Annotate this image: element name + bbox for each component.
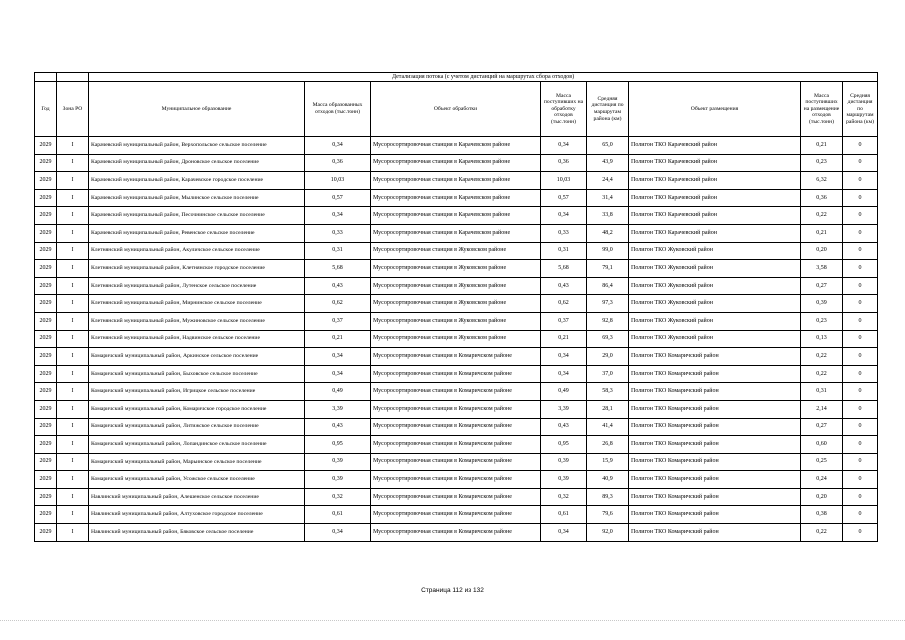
cell-mass-to-placement: 0,22 [801,207,843,225]
table-row [35,453,878,471]
cell-treatment-object: Мусоросортировочная станция в Карачевском районе [371,189,541,207]
cell-mass-to-treatment: 0,34 [541,207,587,225]
header-year: Год [35,82,57,137]
cell-treatment-object: Мусоросортировочная станция в Комаричском районе [371,488,541,506]
cell-treatment-object: Мусоросортировочная станция в Комаричском районе [371,348,541,366]
cell-municipality: Комаричский муниципальный район, Литижское сельское поселение [89,418,305,436]
cell-treatment-object: Мусоросортировочная станция в Жуковском районе [371,260,541,278]
cell-zone: I [57,277,89,295]
cell-treatment-object: Мусоросортировочная станция в Жуковском районе [371,312,541,330]
cell-avg-distance-placement: 0 [843,224,878,242]
cell-placement-object: Полигон ТКО Карачевский район [629,189,801,207]
cell-mass-generated: 0,34 [305,137,371,155]
cell-mass-to-treatment: 10,03 [541,172,587,190]
page-number: Страница 112 из 132 [421,587,484,594]
cell-zone: I [57,383,89,401]
cell-avg-distance-treatment: 89,3 [587,488,629,506]
cell-treatment-object: Мусоросортировочная станция в Комаричском районе [371,400,541,418]
cell-mass-generated: 0,49 [305,383,371,401]
header-avg-distance-placement: Средняя дистанция по маршрутам района (км) [843,82,878,137]
cell-placement-object: Полигон ТКО Карачевский район [629,154,801,172]
cell-zone: I [57,242,89,260]
cell-mass-generated: 0,31 [305,242,371,260]
cell-avg-distance-placement: 0 [843,189,878,207]
cell-mass-to-treatment: 0,57 [541,189,587,207]
cell-treatment-object: Мусоросортировочная станция в Жуковском районе [371,242,541,260]
cell-placement-object: Полигон ТКО Карачевский район [629,172,801,190]
cell-placement-object: Полигон ТКО Жуковский район [629,312,801,330]
cell-year: 2029 [35,224,57,242]
cell-mass-to-placement: 0,39 [801,295,843,313]
cell-mass-generated: 0,43 [305,277,371,295]
cell-mass-generated: 0,39 [305,453,371,471]
cell-mass-to-treatment: 0,62 [541,295,587,313]
cell-municipality: Карачевский муниципальный район, Верхопольское сельское поселение [89,137,305,155]
cell-placement-object: Полигон ТКО Комаричский район [629,400,801,418]
cell-mass-generated: 5,68 [305,260,371,278]
cell-placement-object: Полигон ТКО Карачевский район [629,207,801,225]
cell-treatment-object: Мусоросортировочная станция в Карачевском районе [371,137,541,155]
table-row [35,365,878,383]
cell-year: 2029 [35,137,57,155]
cell-avg-distance-treatment: 26,8 [587,436,629,454]
cell-municipality: Карачевский муниципальный район, Ревенское сельское поселение [89,224,305,242]
cell-zone: I [57,453,89,471]
cell-municipality: Навлинский муниципальный район, Бяковское сельское поселение [89,524,305,542]
cell-municipality: Комаричский муниципальный район, Лопандинское сельское поселение [89,436,305,454]
cell-zone: I [57,295,89,313]
cell-avg-distance-placement: 0 [843,137,878,155]
table-row [35,260,878,278]
cell-mass-to-treatment: 0,39 [541,453,587,471]
cell-mass-generated: 0,21 [305,330,371,348]
cell-mass-to-placement: 0,22 [801,348,843,366]
header-placement-object: Объект размещения [629,82,801,137]
cell-zone: I [57,312,89,330]
cell-zone: I [57,471,89,489]
cell-municipality: Комаричский муниципальный район, Игрицкое сельское поселение [89,383,305,401]
cell-avg-distance-treatment: 65,0 [587,137,629,155]
cell-avg-distance-placement: 0 [843,453,878,471]
cell-year: 2029 [35,383,57,401]
table-row [35,418,878,436]
cell-mass-to-treatment: 0,43 [541,418,587,436]
cell-placement-object: Полигон ТКО Карачевский район [629,224,801,242]
cell-treatment-object: Мусоросортировочная станция в Карачевском районе [371,207,541,225]
cell-treatment-object: Мусоросортировочная станция в Комаричском районе [371,365,541,383]
cell-year: 2029 [35,488,57,506]
cell-mass-to-placement: 0,27 [801,418,843,436]
cell-year: 2029 [35,436,57,454]
cell-mass-to-placement: 0,13 [801,330,843,348]
cell-municipality: Карачевский муниципальный район, Дроновское сельское поселение [89,154,305,172]
cell-avg-distance-treatment: 29,0 [587,348,629,366]
header-municipality: Муниципальное образование [89,82,305,137]
cell-placement-object: Полигон ТКО Жуковский район [629,277,801,295]
table-caption: Детализация потока (с учетом дистанций на маршрутах сбора отходов) [89,73,878,82]
cell-mass-to-treatment: 0,34 [541,348,587,366]
cell-mass-to-treatment: 0,61 [541,506,587,524]
table-row [35,154,878,172]
cell-year: 2029 [35,506,57,524]
cell-mass-to-treatment: 5,68 [541,260,587,278]
table-row [35,189,878,207]
cell-placement-object: Полигон ТКО Комаричский район [629,524,801,542]
cell-mass-generated: 0,57 [305,189,371,207]
cell-treatment-object: Мусоросортировочная станция в Жуковском районе [371,330,541,348]
cell-mass-to-placement: 2,14 [801,400,843,418]
cell-avg-distance-placement: 0 [843,295,878,313]
cell-mass-to-placement: 0,22 [801,365,843,383]
cell-treatment-object: Мусоросортировочная станция в Комаричском районе [371,453,541,471]
cell-zone: I [57,172,89,190]
cell-placement-object: Полигон ТКО Комаричский район [629,506,801,524]
cell-mass-generated: 0,36 [305,154,371,172]
cell-avg-distance-placement: 0 [843,330,878,348]
cell-avg-distance-placement: 0 [843,312,878,330]
cell-avg-distance-treatment: 33,8 [587,207,629,225]
cell-zone: I [57,137,89,155]
cell-placement-object: Полигон ТКО Жуковский район [629,295,801,313]
cell-avg-distance-placement: 0 [843,242,878,260]
cell-zone: I [57,436,89,454]
cell-treatment-object: Мусоросортировочная станция в Комаричском районе [371,524,541,542]
cell-treatment-object: Мусоросортировочная станция в Жуковском районе [371,295,541,313]
cell-avg-distance-treatment: 99,0 [587,242,629,260]
table-row [35,348,878,366]
table-row [35,312,878,330]
cell-mass-to-placement: 0,20 [801,242,843,260]
cell-mass-to-placement: 0,60 [801,436,843,454]
cell-zone: I [57,506,89,524]
cell-mass-to-placement: 0,25 [801,453,843,471]
cell-zone: I [57,348,89,366]
cell-mass-to-placement: 6,32 [801,172,843,190]
cell-mass-to-placement: 0,23 [801,312,843,330]
cell-mass-generated: 0,61 [305,506,371,524]
cell-avg-distance-treatment: 41,4 [587,418,629,436]
cell-municipality: Карачевский муниципальный район, Песочнинское сельское поселение [89,207,305,225]
table-row [35,137,878,155]
cell-mass-to-treatment: 0,34 [541,365,587,383]
cell-mass-generated: 10,03 [305,172,371,190]
cell-mass-to-treatment: 0,43 [541,277,587,295]
cell-placement-object: Полигон ТКО Карачевский район [629,137,801,155]
cell-zone: I [57,189,89,207]
cell-mass-generated: 0,32 [305,488,371,506]
cell-avg-distance-treatment: 24,4 [587,172,629,190]
cell-avg-distance-treatment: 43,9 [587,154,629,172]
cell-avg-distance-placement: 0 [843,506,878,524]
cell-mass-generated: 0,62 [305,295,371,313]
cell-municipality: Клетнянский муниципальный район, Мирнинское сельское поселение [89,295,305,313]
cell-avg-distance-treatment: 86,4 [587,277,629,295]
table-row [35,400,878,418]
cell-mass-generated: 0,43 [305,418,371,436]
header-treatment-object: Объект обработки [371,82,541,137]
cell-municipality: Комаричский муниципальный район, Аркинское сельское поселение [89,348,305,366]
cell-year: 2029 [35,189,57,207]
cell-avg-distance-placement: 0 [843,524,878,542]
cell-treatment-object: Мусоросортировочная станция в Жуковском районе [371,277,541,295]
cell-mass-generated: 3,39 [305,400,371,418]
cell-treatment-object: Мусоросортировочная станция в Комаричском районе [371,436,541,454]
cell-avg-distance-treatment: 37,0 [587,365,629,383]
cell-year: 2029 [35,172,57,190]
cell-municipality: Клетнянский муниципальный район, Надвинское сельское поселение [89,330,305,348]
table-row [35,330,878,348]
cell-municipality: Карачевский муниципальный район, Мылинское сельское поселение [89,189,305,207]
table-row [35,471,878,489]
cell-placement-object: Полигон ТКО Комаричский район [629,418,801,436]
cell-zone: I [57,224,89,242]
cell-avg-distance-placement: 0 [843,471,878,489]
cell-avg-distance-treatment: 48,2 [587,224,629,242]
cell-treatment-object: Мусоросортировочная станция в Карачевском районе [371,172,541,190]
cell-zone: I [57,488,89,506]
cell-mass-to-treatment: 0,32 [541,488,587,506]
cell-placement-object: Полигон ТКО Комаричский район [629,348,801,366]
cell-mass-to-placement: 3,58 [801,260,843,278]
cell-treatment-object: Мусоросортировочная станция в Карачевском районе [371,224,541,242]
header-mass-generated: Масса образованных отходов (тыс.тонн) [305,82,371,137]
cell-mass-to-treatment: 0,39 [541,471,587,489]
cell-mass-to-treatment: 0,49 [541,383,587,401]
cell-year: 2029 [35,312,57,330]
cell-year: 2029 [35,277,57,295]
cell-year: 2029 [35,471,57,489]
cell-year: 2029 [35,453,57,471]
cell-treatment-object: Мусоросортировочная станция в Комаричском районе [371,506,541,524]
cell-avg-distance-treatment: 28,1 [587,400,629,418]
cell-avg-distance-treatment: 97,3 [587,295,629,313]
cell-avg-distance-placement: 0 [843,488,878,506]
cell-avg-distance-placement: 0 [843,172,878,190]
cell-mass-to-treatment: 0,21 [541,330,587,348]
header-mass-to-treatment: Масса поступивших на обработку отходов (тыс.тонн) [541,82,587,137]
cell-avg-distance-treatment: 58,3 [587,383,629,401]
cell-zone: I [57,207,89,225]
cell-municipality: Комаричский муниципальный район, Марьинское сельское поселение [89,453,305,471]
table-row [35,506,878,524]
cell-avg-distance-treatment: 15,9 [587,453,629,471]
cell-municipality: Комаричский муниципальный район, Комаричское городское поселение [89,400,305,418]
scan-edge-line [0,620,905,622]
cell-year: 2029 [35,207,57,225]
cell-avg-distance-treatment: 31,4 [587,189,629,207]
cell-mass-to-treatment: 0,95 [541,436,587,454]
cell-zone: I [57,330,89,348]
table-row [35,295,878,313]
cell-placement-object: Полигон ТКО Комаричский район [629,436,801,454]
cell-treatment-object: Мусоросортировочная станция в Комаричском районе [371,471,541,489]
cell-avg-distance-treatment: 40,9 [587,471,629,489]
header-avg-distance-treatment: Средняя дистанция по маршрутам района (км) [587,82,629,137]
cell-municipality: Навлинский муниципальный район, Алешенское сельское поселение [89,488,305,506]
cell-mass-generated: 0,33 [305,224,371,242]
cell-mass-to-placement: 0,36 [801,189,843,207]
cell-zone: I [57,154,89,172]
cell-year: 2029 [35,524,57,542]
cell-avg-distance-placement: 0 [843,348,878,366]
cell-treatment-object: Мусоросортировочная станция в Карачевском районе [371,154,541,172]
cell-avg-distance-treatment: 79,1 [587,260,629,278]
table-row [35,172,878,190]
cell-placement-object: Полигон ТКО Комаричский район [629,383,801,401]
cell-placement-object: Полигон ТКО Комаричский район [629,471,801,489]
cell-municipality: Карачевский муниципальный район, Карачевское городское поселение [89,172,305,190]
cell-treatment-object: Мусоросортировочная станция в Комаричском районе [371,418,541,436]
cell-year: 2029 [35,242,57,260]
cell-zone: I [57,400,89,418]
header-zone: Зона РО [57,82,89,137]
cell-avg-distance-placement: 0 [843,418,878,436]
cell-mass-generated: 0,34 [305,348,371,366]
cell-mass-to-treatment: 0,36 [541,154,587,172]
table-caption-row [35,73,878,82]
cell-mass-to-placement: 0,23 [801,154,843,172]
cell-mass-to-treatment: 0,34 [541,524,587,542]
cell-municipality: Клетнянский муниципальный район, Акуличское сельское поселение [89,242,305,260]
cell-avg-distance-placement: 0 [843,260,878,278]
table-row [35,277,878,295]
cell-placement-object: Полигон ТКО Комаричский район [629,453,801,471]
cell-mass-generated: 0,34 [305,207,371,225]
cell-avg-distance-treatment: 92,0 [587,524,629,542]
cell-mass-to-placement: 0,22 [801,524,843,542]
cell-year: 2029 [35,400,57,418]
cell-municipality: Комаричский муниципальный район, Быховское сельское поселение [89,365,305,383]
cell-avg-distance-treatment: 69,3 [587,330,629,348]
cell-mass-generated: 0,34 [305,524,371,542]
cell-mass-to-placement: 0,38 [801,506,843,524]
cell-year: 2029 [35,260,57,278]
cell-mass-generated: 0,39 [305,471,371,489]
cell-placement-object: Полигон ТКО Комаричский район [629,488,801,506]
cell-zone: I [57,418,89,436]
cell-avg-distance-placement: 0 [843,207,878,225]
table-row [35,524,878,542]
header-mass-to-placement: Масса поступивших на размещение отходов (тыс.тонн) [801,82,843,137]
document-sheet [34,72,877,542]
table-row [35,207,878,225]
table-row [35,224,878,242]
table-row [35,383,878,401]
cell-year: 2029 [35,418,57,436]
cell-placement-object: Полигон ТКО Жуковский район [629,242,801,260]
cell-placement-object: Полигон ТКО Жуковский район [629,330,801,348]
table-row [35,436,878,454]
cell-year: 2029 [35,365,57,383]
cell-mass-to-treatment: 0,31 [541,242,587,260]
cell-mass-to-treatment: 0,34 [541,137,587,155]
cell-municipality: Клетнянский муниципальный район, Лутенское сельское поселение [89,277,305,295]
cell-year: 2029 [35,295,57,313]
table-row [35,488,878,506]
cell-avg-distance-placement: 0 [843,383,878,401]
cell-year: 2029 [35,154,57,172]
cell-avg-distance-placement: 0 [843,277,878,295]
cell-placement-object: Полигон ТКО Жуковский район [629,260,801,278]
cell-avg-distance-placement: 0 [843,154,878,172]
cell-mass-generated: 0,37 [305,312,371,330]
cell-avg-distance-treatment: 79,6 [587,506,629,524]
cell-avg-distance-treatment: 92,8 [587,312,629,330]
table-header-row [35,82,878,137]
cell-mass-to-treatment: 3,39 [541,400,587,418]
cell-treatment-object: Мусоросортировочная станция в Комаричском районе [371,383,541,401]
cell-zone: I [57,260,89,278]
cell-zone: I [57,524,89,542]
cell-mass-generated: 0,95 [305,436,371,454]
cell-avg-distance-placement: 0 [843,400,878,418]
table-row [35,242,878,260]
cell-mass-to-placement: 0,31 [801,383,843,401]
waste-flow-table [34,72,878,542]
cell-mass-generated: 0,34 [305,365,371,383]
cell-municipality: Комаричский муниципальный район, Усожское сельское поселение [89,471,305,489]
cell-municipality: Клетнянский муниципальный район, Клетнянское городское поселение [89,260,305,278]
cell-zone: I [57,365,89,383]
cell-mass-to-treatment: 0,33 [541,224,587,242]
cell-mass-to-placement: 0,24 [801,471,843,489]
cell-mass-to-placement: 0,21 [801,137,843,155]
cell-municipality: Клетнянский муниципальный район, Мужиновское сельское поселение [89,312,305,330]
cell-avg-distance-placement: 0 [843,436,878,454]
cell-municipality: Навлинский муниципальный район, Алтуховское городское поселение [89,506,305,524]
cell-year: 2029 [35,330,57,348]
cell-avg-distance-placement: 0 [843,365,878,383]
cell-mass-to-treatment: 0,37 [541,312,587,330]
cell-mass-to-placement: 0,20 [801,488,843,506]
cell-mass-to-placement: 0,27 [801,277,843,295]
cell-year: 2029 [35,348,57,366]
cell-placement-object: Полигон ТКО Комаричский район [629,365,801,383]
cell-mass-to-placement: 0,21 [801,224,843,242]
